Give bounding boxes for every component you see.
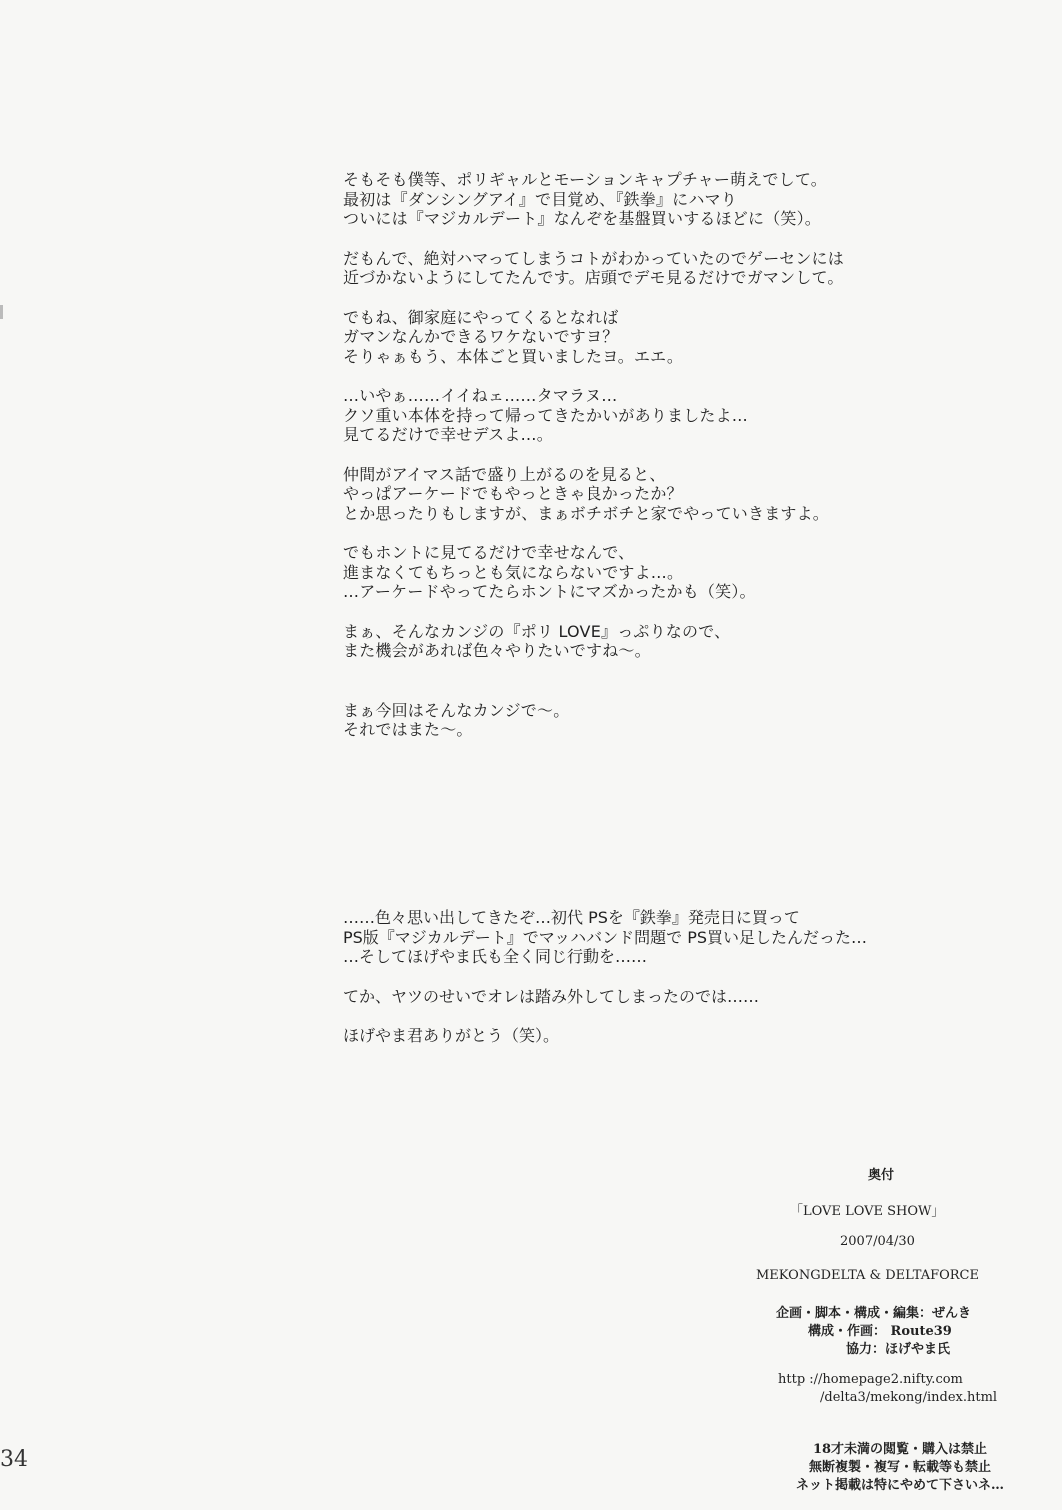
afterword-text [343,170,943,760]
text-line: ほげやま君ありがとう（笑）。 [343,1026,560,1045]
afterword-paragraph [343,386,943,445]
postscript-text [343,908,943,1066]
notice-line: ネット掲載は特にやめて下さいネ… [795,1478,1004,1493]
legal-notice [780,1441,1020,1495]
postscript-paragraph [343,1026,943,1046]
text-line: …アーケードやってたらホントにマズかったかも（笑）。 [343,582,756,601]
text-line: それではまた〜。 [343,720,473,739]
afterword-paragraph [343,701,943,740]
circle-name: MEKONGDELTA & DELTAFORCE [756,1268,979,1283]
text-line: でもね、御家庭にやってくるとなれば [343,307,619,327]
text-line: また機会があれば色々やりたいですね〜。 [343,641,651,660]
afterword-paragraph [343,543,943,602]
publication-date: 2007/04/30 [840,1234,915,1249]
text-line: ……色々思い出してきたぞ…初代 PSを『鉄拳』発売日に買って [343,908,800,927]
text-line: 見てるだけで幸せデスよ…。 [343,425,553,444]
text-line: 仲間がアイマス話で盛り上がるのを見ると、 [343,464,666,484]
text-line: そもそも僕等、ポリギャルとモーションキャプチャー萌えでして。 [343,170,827,189]
website-url: http ://homepage2.nifty.com [778,1372,963,1387]
afterword-paragraph [343,170,943,229]
text-line: …そしてほげやま氏も全く同じ行動を…… [343,947,648,966]
afterword-paragraph [343,249,943,288]
text-line: でもホントに見てるだけで幸せなんで、 [343,543,635,562]
text-line: ガマンなんかできるワケないですヨ？ [343,327,619,346]
text-line: ついには『マジカルデート』なんぞを基盤買いするほどに（笑）。 [343,209,822,228]
text-line: やっぱアーケードでもやっときゃ良かったか？ [343,484,683,503]
credit-line: 協力：ほげやま氏 [846,1342,951,1357]
notice-line: 無断複製・複写・転載等も禁止 [808,1460,991,1475]
postscript-paragraph [343,908,943,967]
margin-mark [0,305,3,319]
text-line: …いやぁ……イイねェ……タマラヌ… [343,386,618,405]
credit-line: 企画・脚本・構成・編集：ぜんき [776,1306,972,1321]
text-line: 最初は『ダンシングアイ』で目覚め、『鉄拳』にハマり [343,189,737,209]
text-line: だもんで、絶対ハマってしまうコトがわかっていたのでゲーセンには [343,248,844,268]
colophon-heading: 奥付 [868,1168,895,1183]
text-line: そりゃぁもう、本体ごと買いましたヨ。エエ。 [343,346,684,366]
text-line: PS版『マジカルデート』でマッハバンド問題で PS買い足したんだった… [343,927,868,947]
afterword-paragraph [343,465,943,524]
text-line: まぁ、そんなカンジの『ポリ LOVE』っぷりなので、 [343,621,731,641]
text-line: まぁ今回はそんなカンジで〜。 [343,700,570,720]
text-line: てか、ヤツのせいでオレは踏み外してしまったのでは…… [343,986,760,1006]
text-line: とか思ったりもしますが、まぁボチボチと家でやっていきますよ。 [343,503,830,523]
afterword-paragraph [343,622,943,661]
credit-line: 構成・作画： Route39 [808,1324,952,1339]
page-number: 34 [0,1447,28,1472]
postscript-paragraph [343,987,943,1007]
text-line: 進まなくてもちっとも気にならないですよ…。 [343,562,684,582]
afterword-paragraph [343,308,943,367]
website-url-path: /delta3/mekong/index.html [820,1390,998,1405]
text-line: クソ重い本体を持って帰ってきたかいがありましたよ… [343,405,749,425]
book-title: 「LOVE LOVE SHOW」 [790,1204,945,1219]
notice-line: 18才未満の閲覧・購入は禁止 [812,1442,988,1457]
text-line: 近づかないようにしてたんです。店頭でデモ見るだけでガマンして。 [343,268,844,287]
